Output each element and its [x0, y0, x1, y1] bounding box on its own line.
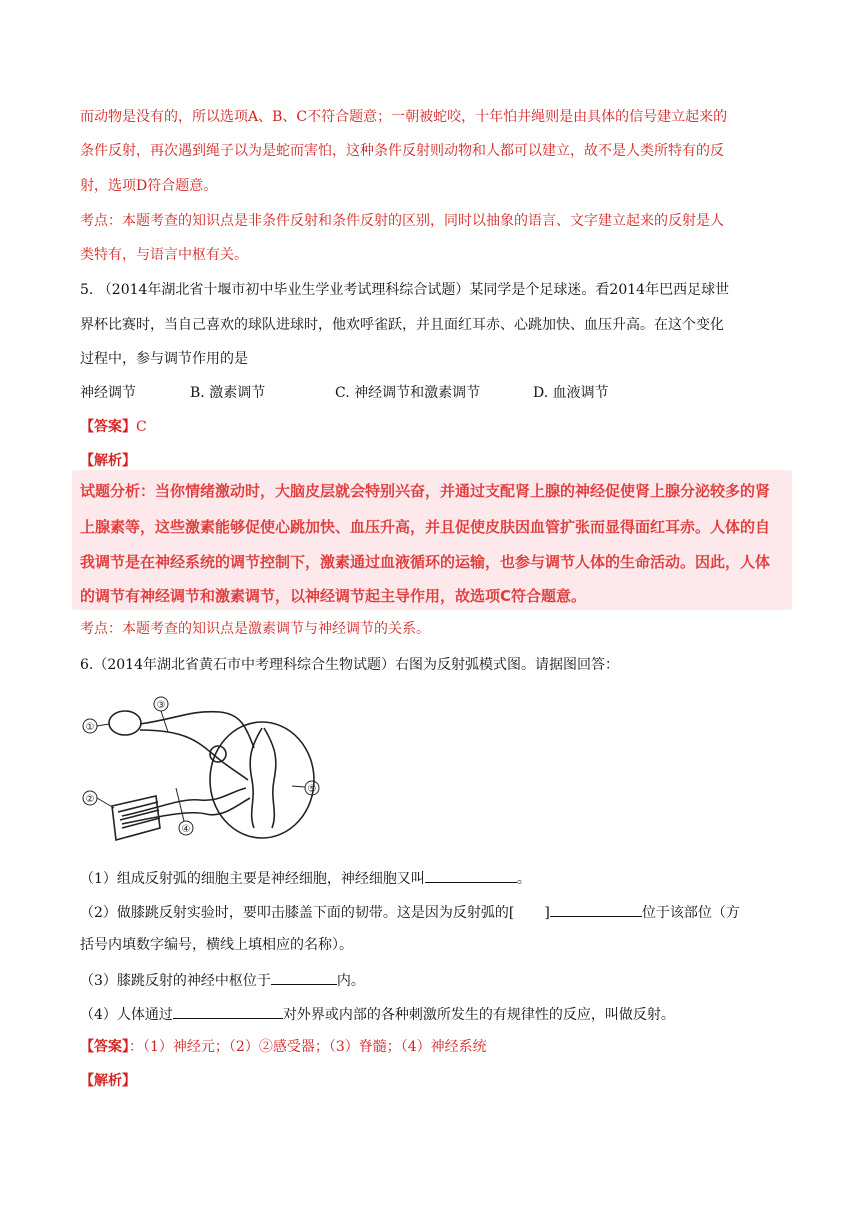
q6-sub-3-end: 内。: [336, 973, 365, 989]
q6-answer: [80, 1038, 487, 1056]
q6-sub-2-line-2: 括号内填数字编号，横线上填相应的名称）。: [80, 937, 353, 953]
intro-line-2: 条件反射，再次遇到绳子以为是蛇而害怕，这种条件反射则动物和人都可以建立，故不是人类所特有的反: [80, 143, 724, 159]
figure-label-3: ③: [156, 700, 166, 711]
q6-sub-2-bracket-close: ]: [544, 905, 550, 921]
q6-sub-1: [80, 868, 531, 888]
q6-sub-1-blank[interactable]: [425, 868, 517, 883]
q5-option-a: 神经调节: [80, 385, 136, 401]
figure-label-5: ⑤: [307, 784, 317, 795]
answer-value: C: [136, 419, 147, 435]
q6-answer-value: ：（1）神经元；（2）②感受器；（3）脊髓；（4）神经系统: [129, 1039, 487, 1055]
q5-stem-line-1: 5. （2014年湖北省十堰市初中毕业生学业考试理科综合试题）某同学是个足球迷。看2014年巴西足球世: [80, 282, 730, 298]
q5-option-d: D. 血液调节: [533, 385, 609, 401]
q6-sub-2-blank[interactable]: [550, 902, 642, 917]
q5-option-c: C. 神经调节和激素调节: [335, 385, 481, 401]
q6-sub-3-blank[interactable]: [271, 970, 337, 985]
analysis-highlight-block: [72, 470, 792, 610]
q5-stem-line-3: 过程中，参与调节作用的是: [80, 351, 248, 367]
q6-sub-4: [80, 1004, 675, 1024]
q5-answer: [80, 418, 147, 436]
figure-receptor-shape: [109, 711, 141, 735]
q6-sub-1-end: 。: [516, 871, 531, 887]
spinal-cord-outline: [210, 722, 314, 838]
figure-label-4: ④: [181, 824, 191, 835]
intro-line-3: 射，选项D符合题意。: [80, 178, 218, 194]
analysis-line-3: 我调节是在神经系统的调节控制下，激素通过血液循环的运输，也参与调节人体的生命活动。因此，人体: [80, 553, 771, 571]
q6-stem: 6.（2014年湖北省黄石市中考理科综合生物试题）右图为反射弧模式图。请据图回答：: [80, 657, 619, 673]
analysis-line-1: 试题分析：当你情绪激动时，大脑皮层就会特别兴奋，并通过支配肾上腺的神经促使肾上腺分泌较多的肾: [80, 482, 771, 500]
figure-label-1: ①: [85, 722, 95, 733]
intro-line-1: 而动物是没有的，所以选项A、B、C不符合题意；一朝被蛇咬，十年怕井绳则是由具体的信号建立起来的: [80, 109, 728, 125]
q6-sub-4-end: 对外界或内部的各种刺激所发生的有规律性的反应，叫做反射。: [282, 1007, 675, 1023]
analysis-label: 【解析】: [80, 453, 136, 469]
q5-kaodian: 考点：本题考查的知识点是激素调节与神经调节的关系。: [80, 621, 430, 637]
q6-sub-4-blank[interactable]: [173, 1004, 283, 1019]
q6-sub-3: [80, 970, 365, 990]
kaodian-line-1: 考点：本题考查的知识点是非条件反射和条件反射的区别，同时以抽象的语言、文字建立起来的反射是人: [80, 213, 724, 229]
q6-analysis-label: 【解析】: [80, 1073, 136, 1089]
analysis-line-2: 上腺素等，这些激素能够促使心跳加快、血压升高，并且促使皮肤因血管扩张而显得面红耳赤。人体的自: [80, 518, 771, 536]
kaodian-line-2: 类特有，与语言中枢有关。: [80, 247, 248, 263]
q6-sub-2-text: （2）做膝跳反射实验时，要叩击膝盖下面的韧带。这是因为反射弧的[: [80, 905, 515, 921]
q6-sub-1-text: （1）组成反射弧的细胞主要是神经细胞，神经细胞又叫: [80, 871, 425, 887]
q6-answer-label: 【答案】: [80, 1039, 129, 1055]
q6-sub-2-cont: 位于该部位（方: [641, 905, 740, 921]
q6-sub-4-text: （4）人体通过: [80, 1007, 173, 1023]
analysis-line-4: 的调节有神经调节和激素调节，以神经调节起主导作用，故选项C符合题意。: [80, 587, 587, 605]
q6-sub-3-text: （3）膝跳反射的神经中枢位于: [80, 973, 271, 989]
figure-label-2: ②: [85, 794, 95, 805]
q5-stem-line-2: 界杯比赛时，当自己喜欢的球队进球时，他欢呼雀跃，并且面红耳赤、心跳加快、血压升高。在这个变化: [80, 317, 724, 333]
answer-label: 【答案】: [80, 419, 136, 435]
q5-option-b: B. 激素调节: [190, 385, 266, 401]
reflex-arc-figure: [80, 688, 330, 848]
q6-sub-2: [80, 902, 740, 922]
